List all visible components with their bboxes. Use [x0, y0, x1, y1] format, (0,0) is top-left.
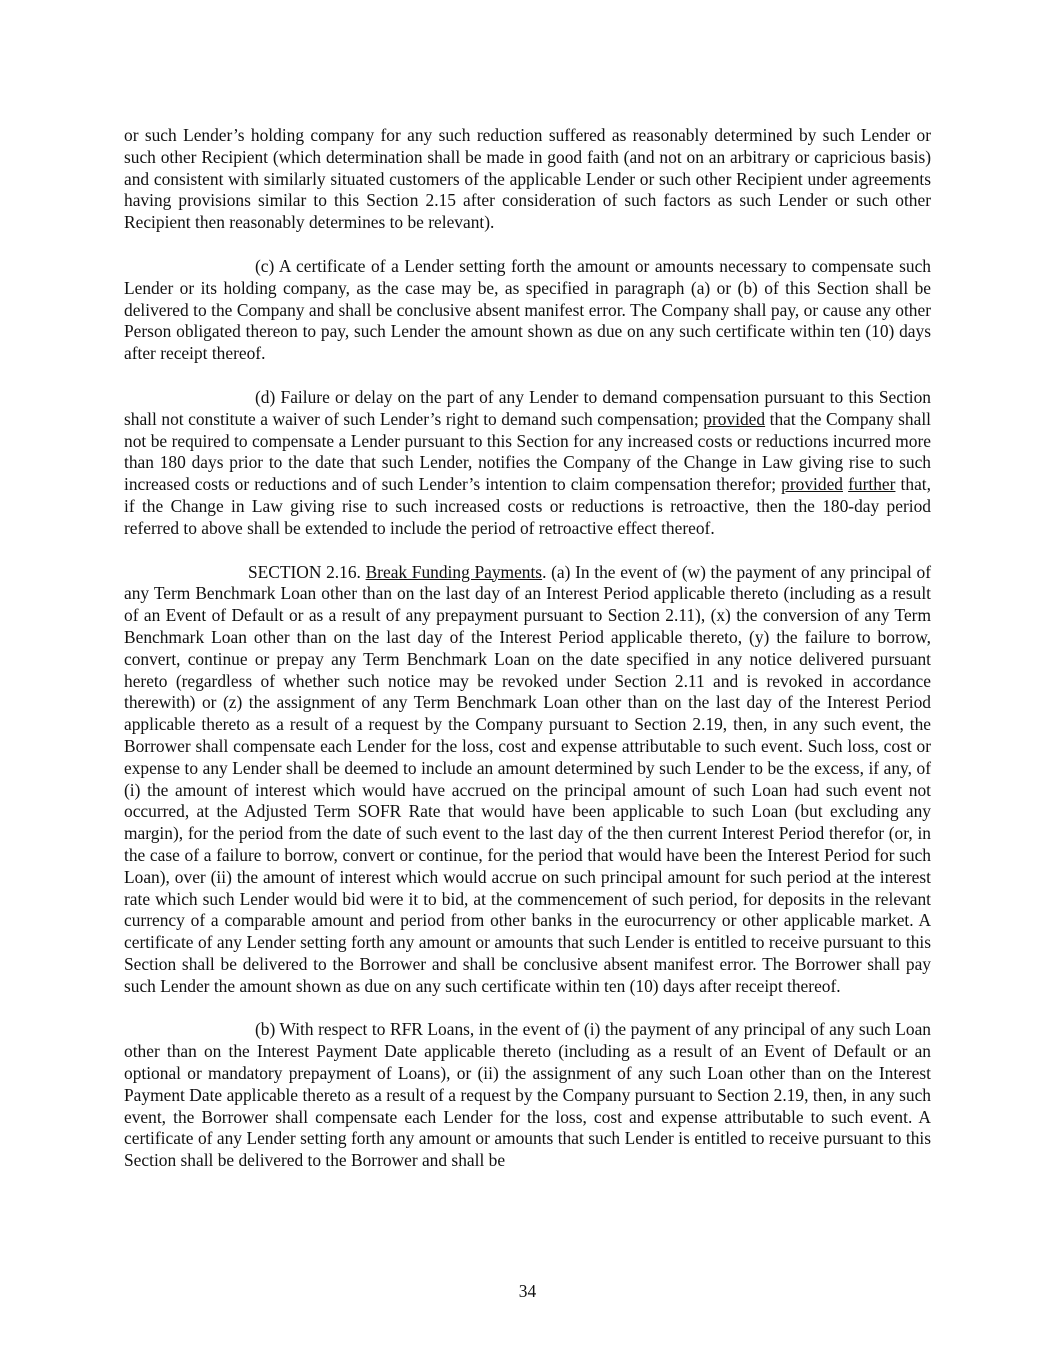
paragraph-continuation: or such Lender’s holding company for any such reduction suffered as reasonably determined by such Lender or such other Recipient (which determination shall be made in good faith (and not on an arbitrary or capricious basis) and consistent with similarly situated customers of the applicable Lender or such other Recipient under agreements having provisions similar to this Section 2.15 after consideration of such factors as such Lender or such other Recipient then reasonably determines to be relevant).: [124, 125, 931, 233]
section-body: . (a) In the event of (w) the payment of any principal of any Term Benchmark Loan other than on the last day of an Interest Period applicable thereto (including as a result of an Event of Default or as a result of any prepayment pursuant to Section 2.11), (x) the conversion of any Term Benchmark Loan other than on the last day of the Interest Period applicable thereto, (y) the failure to borrow, convert, continue or prepay any Term Benchmark Loan on the date specified in any notice delivered pursuant hereto (regardless of whether such notice may be revoked under Section 2.11 and is revoked in accordance therewith) or (z) the assignment of any Term Benchmark Loan other than on the last day of the Interest Period applicable thereto as a result of a request by the Company pursuant to Section 2.19, then, in any such event, the Borrower shall compensate each Lender for the loss, cost and expense attributable to such event. Such loss, cost or expense to any Lender shall be deemed to include an amount determined by such Lender to be the excess, if any, of (i) the amount of interest which would have accrued on the principal amount of such Loan had such event not occurred, at the Adjusted Term SOFR Rate that would have been applicable to such Loan (but excluding any margin), for the period from the date of such event to the last day of the then current Interest Period therefor (or, in the case of a failure to borrow, convert or continue, for the period that would have been the Interest Period for such Loan), over (ii) the amount of interest which would accrue on such principal amount for such period at the interest rate which such Lender would bid were it to bid, at the commencement of such period, for deposits in the relevant currency of a comparable amount and period from other banks in the eurocurrency or other applicable market. A certificate of any Lender setting forth any amount or amounts that such Lender is entitled to receive pursuant to this Section shall be delivered to the Borrower and shall be conclusive absent manifest error. The Borrower shall pay such Lender the amount shown as due on any such certificate within ten (10) days after receipt thereof.: [124, 561, 931, 996]
section-2-16: [124, 562, 931, 998]
page-number: 34: [518, 1281, 537, 1301]
provided-term: provided: [781, 474, 843, 495]
paragraph-b: (b) With respect to RFR Loans, in the event of (i) the payment of any principal of any such Loan other than on the Interest Payment Date applicable thereto (including as a result of an Event of Default or an optional or mandatory prepayment of Loans), or (ii) the assignment of any such Loan other than on the Interest Payment Date applicable thereto as a result of a request by the Company pursuant to Section 2.19, then, in any such event, the Borrower shall compensate each Lender for the loss, cost and expense attributable to such event. A certificate of any Lender setting forth any amount or amounts that such Lender is entitled to receive pursuant to this Section shall be delivered to the Borrower and shall be: [124, 1019, 931, 1171]
section-number: SECTION 2.16.: [248, 561, 366, 582]
paragraph-c: (c) A certificate of a Lender setting forth the amount or amounts necessary to compensate such Lender or its holding company, as the case may be, as specified in paragraph (a) or (b) of this Section shall be delivered to the Company and shall be conclusive absent manifest error. The Company shall pay, or cause any other Person obligated thereon to pay, such Lender the amount shown as due on any such certificate within ten (10) days after receipt thereof.: [124, 255, 931, 364]
paragraph-d-part1: (d) Failure or delay on the part of any Lender to demand compensation pursuant to this Section shall not constitute a waiver of such Lender’s right to demand such compensation;: [124, 386, 931, 429]
paragraph-d-part2: that the Company shall not be required to compensate a Lender pursuant to this Section for any increased costs or reductions incurred more than 180 days prior to the date that such Lender, notifies the Company of the Change in Law giving rise to such increased costs or reductions and of such Lender’s intention to claim compensation therefor;: [124, 408, 932, 495]
paragraph-d-part3: that, if the Change in Law giving rise to such increased costs or reductions is retroactive, then the 180-day period referred to above shall be extended to include the period of retroactive effect thereof.: [124, 474, 931, 538]
further-term: further: [848, 474, 896, 495]
provided-term: provided: [703, 408, 766, 429]
document-page: [124, 125, 931, 1194]
section-heading: Break Funding Payments: [365, 561, 543, 582]
paragraph-d: [124, 387, 931, 540]
